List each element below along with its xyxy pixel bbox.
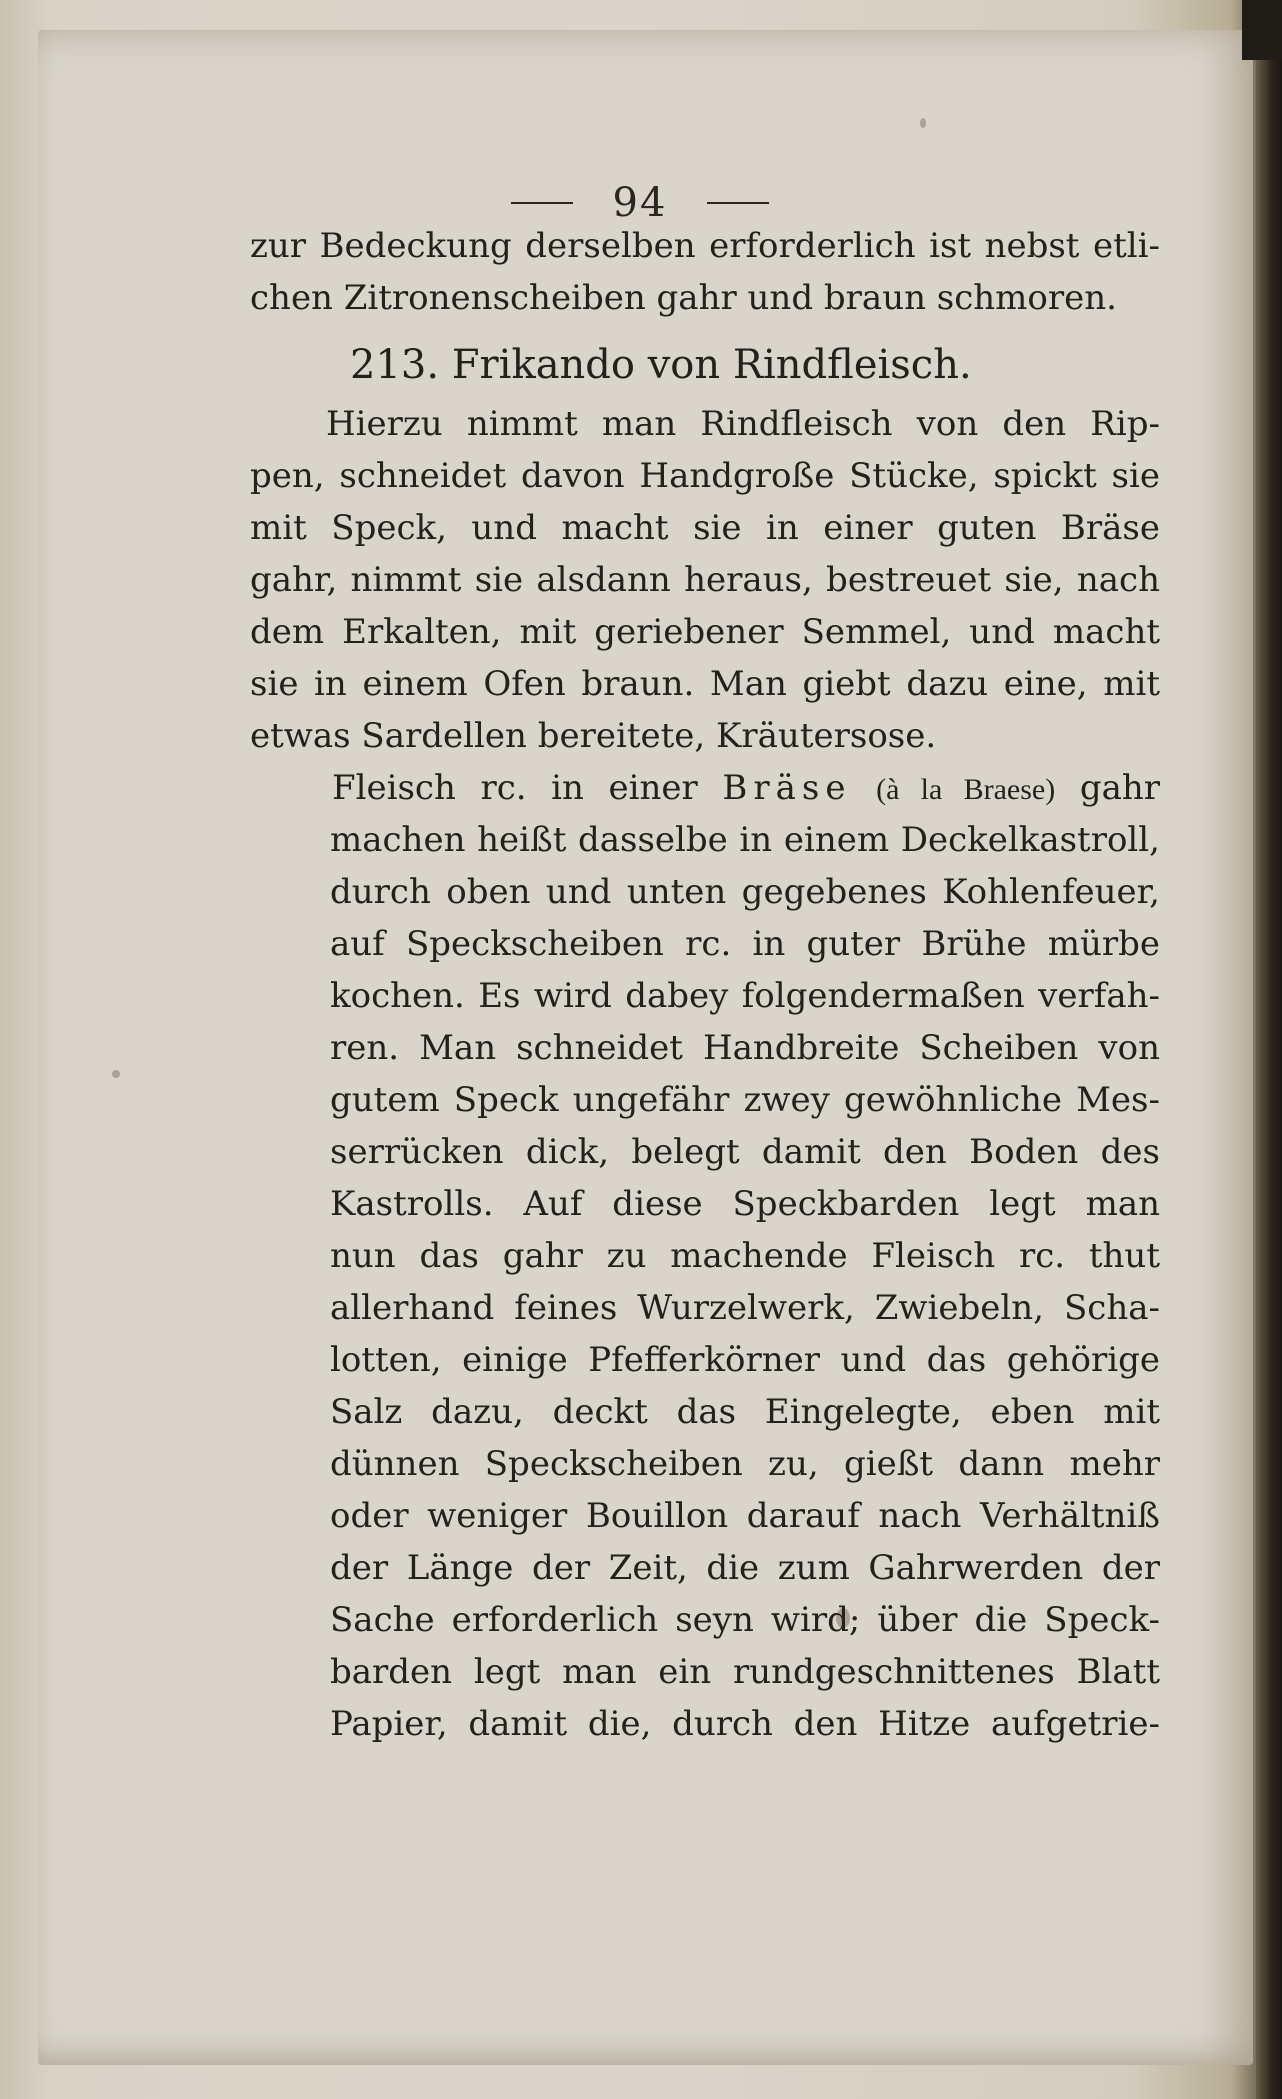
note-line: Papier, damit die, durch den Hitze aufgetrie- bbox=[330, 1704, 1160, 1744]
intro-line: zur Bedeckung derselben erforderlich ist nebst etli- bbox=[250, 226, 1160, 266]
note-line: lotten, einige Pfefferkörner und das gehörige bbox=[330, 1340, 1160, 1380]
recipe-line: pen, schneidet davon Handgroße Stücke, spickt sie bbox=[250, 456, 1160, 496]
recipe-line: dem Erkalten, mit geriebener Semmel, und macht bbox=[250, 612, 1160, 652]
note-spaced-word: Bräse bbox=[722, 768, 852, 808]
paper-stain bbox=[112, 1070, 120, 1078]
note-first-line bbox=[250, 762, 1160, 814]
page-body bbox=[250, 220, 1160, 1750]
note-end: gahr bbox=[1079, 768, 1160, 808]
recipe-line: mit Speck, und macht sie in einer guten Bräse bbox=[250, 508, 1160, 548]
note-line: Sache erforderlich seyn wird; über die Speck- bbox=[330, 1600, 1160, 1640]
recipe-title: Frikando von Rindfleisch. bbox=[451, 342, 972, 388]
paper-stain bbox=[920, 118, 926, 128]
note-line: dünnen Speckscheiben zu, gießt dann mehr bbox=[330, 1444, 1160, 1484]
intro-line: chen Zitronenscheiben gahr und braun schmoren. bbox=[250, 278, 1117, 318]
note-line: barden legt man ein rundgeschnittenes Blatt bbox=[330, 1652, 1160, 1692]
recipe-line: sie in einem Ofen braun. Man giebt dazu eine, mit bbox=[250, 664, 1160, 704]
recipe-line: Hierzu nimmt man Rindfleisch von den Rip- bbox=[326, 404, 1160, 444]
note-line: gutem Speck ungefähr zwey gewöhnliche Mes- bbox=[330, 1080, 1160, 1120]
page-number: 94 bbox=[612, 180, 668, 226]
binding-corner bbox=[1242, 0, 1282, 60]
note-line: allerhand feines Wurzelwerk, Zwiebeln, Scha- bbox=[330, 1288, 1160, 1328]
book-edge bbox=[1256, 0, 1282, 2099]
note-line: Kastrolls. Auf diese Speckbarden legt man bbox=[330, 1184, 1160, 1224]
note-line: Salz dazu, deckt das Eingelegte, eben mit bbox=[330, 1392, 1160, 1432]
note-start: Fleisch rc. in einer bbox=[332, 768, 698, 808]
note-roman-term: (à la Braese) bbox=[876, 773, 1056, 806]
header-dash-left bbox=[511, 202, 573, 204]
recipe-number: 213. bbox=[350, 342, 440, 388]
note-line: nun das gahr zu machende Fleisch rc. thut bbox=[330, 1236, 1160, 1276]
note-line: serrücken dick, belegt damit den Boden des bbox=[330, 1132, 1160, 1172]
recipe-heading bbox=[250, 324, 1160, 398]
note-line: der Länge der Zeit, die zum Gahrwerden der bbox=[330, 1548, 1160, 1588]
header-dash-right bbox=[707, 202, 769, 204]
note-line: auf Speckscheiben rc. in guter Brühe mürbe bbox=[330, 924, 1160, 964]
recipe-line: gahr, nimmt sie alsdann heraus, bestreuet sie, nach bbox=[250, 560, 1160, 600]
note-line: oder weniger Bouillon darauf nach Verhältniß bbox=[330, 1496, 1160, 1536]
recipe-line: etwas Sardellen bereitete, Kräutersose. bbox=[250, 716, 937, 756]
note-line: kochen. Es wird dabey folgendermaßen verfah- bbox=[330, 976, 1160, 1016]
note-line: durch oben und unten gegebenes Kohlenfeuer, bbox=[330, 872, 1160, 912]
note-line: machen heißt dasselbe in einem Deckelkastroll, bbox=[330, 820, 1160, 860]
note-line: ren. Man schneidet Handbreite Scheiben von bbox=[330, 1028, 1160, 1068]
